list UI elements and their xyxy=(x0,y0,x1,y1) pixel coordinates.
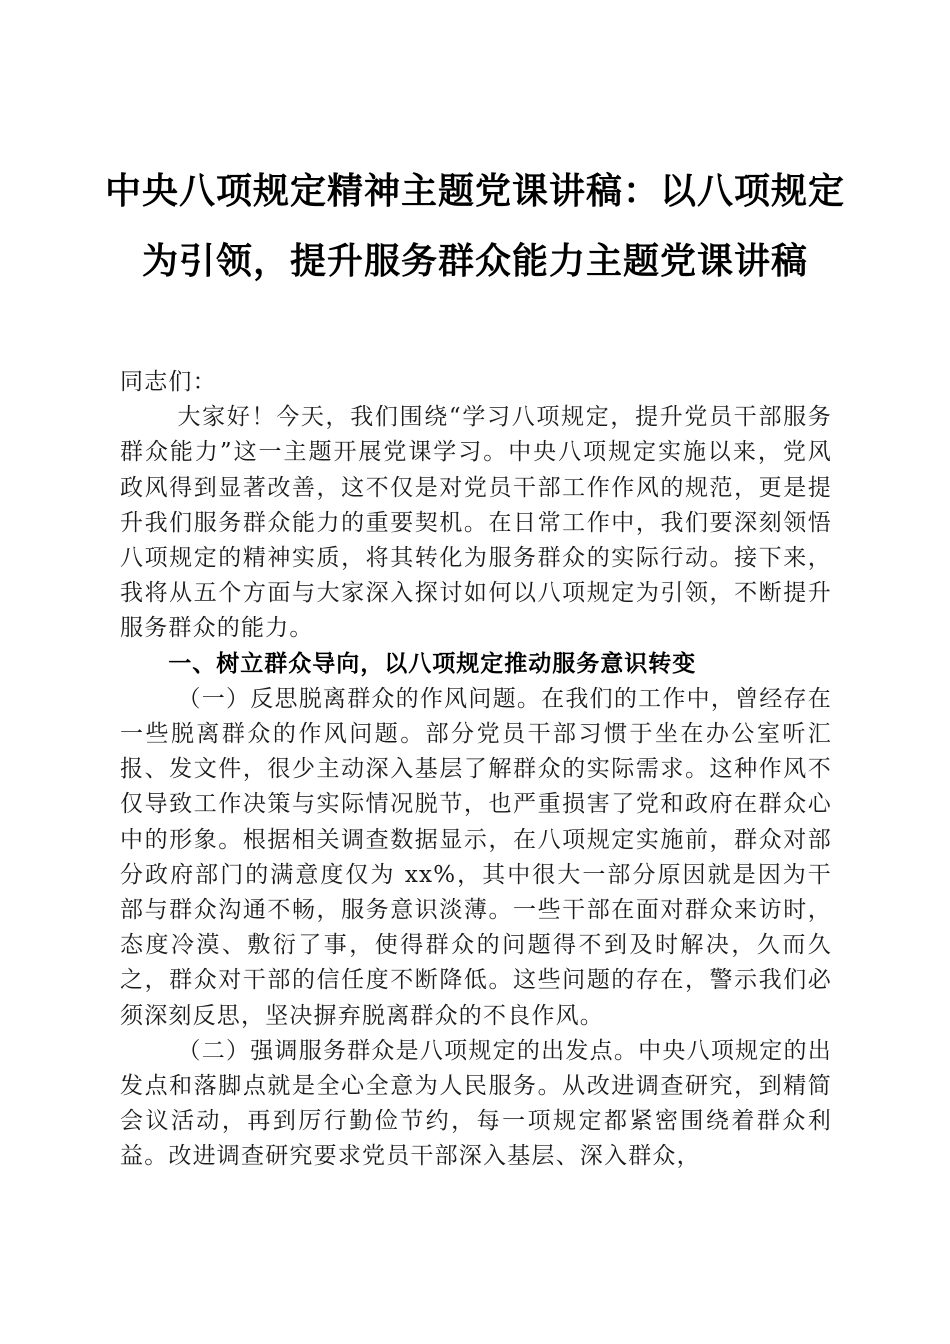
document-title-line-1: 中央八项规定精神主题党课讲稿：以八项规定 xyxy=(104,171,845,212)
subsection-lead-2: （二）强调服务群众是八项规定的出发点。 xyxy=(177,1037,639,1064)
salutation: 同志们： xyxy=(120,369,217,395)
subsection-text-1: 在我们的工作中，曾经存在一些脱离群众的作风问题。部分党员干部习惯于坐在办公室听汇报、发文件，很少主动深入基层了解群众的实际需求。这种作风不仅导致工作决策与实际情况脱节，也严重损害了党和政府在群众心中的形象。根据相关调查数据显示，在八项规定实施前，群众对部分政府部门的满意度仅为 xx%，其中很大一部分原因就是因为干部与群众沟通不畅，服务意识淡薄。一些干部在面对群众来访时，态度冷漠、敷衍了事，使得群众的问题得不到及时解决，久而久之，群众对干部的信任度不断降低。这些问题的存在，警示我们必须深刻反思，坚决摒弃脱离群众的不良作风。 xyxy=(120,685,833,1029)
section-heading-1: 一、树立群众导向，以八项规定推动服务意识转变 xyxy=(168,650,697,677)
subsection-paragraph-1 xyxy=(120,682,832,1034)
subsection-lead-1: （一）反思脱离群众的作风问题。 xyxy=(177,685,542,712)
document-body xyxy=(120,365,832,1175)
intro-paragraph: 大家好！今天，我们围绕“学习八项规定，提升党员干部服务群众能力”这一主题开展党课学习。中央八项规定实施以来，党风政风得到显著改善，这不仅是对党员干部工作作风的规范，更是提升我们服务群众能力的重要契机。在日常工作中，我们要深刻领悟八项规定的精神实质，将其转化为服务群众的实际行动。接下来，我将从五个方面与大家深入探讨如何以八项规定为引领，不断提升服务群众的能力。 xyxy=(120,404,832,642)
subsection-text-2: 中央八项规定的出发点和落脚点就是全心全意为人民服务。从改进调查研究，到精简会议活动，再到厉行勤俭节约，每一项规定都紧密围绕着群众利益。改进调查研究要求党员干部深入基层、深入群众， xyxy=(120,1037,832,1170)
document-title-line-2: 为引领，提升服务群众能力主题党课讲稿 xyxy=(141,241,808,282)
subsection-paragraph-2 xyxy=(120,1034,832,1175)
